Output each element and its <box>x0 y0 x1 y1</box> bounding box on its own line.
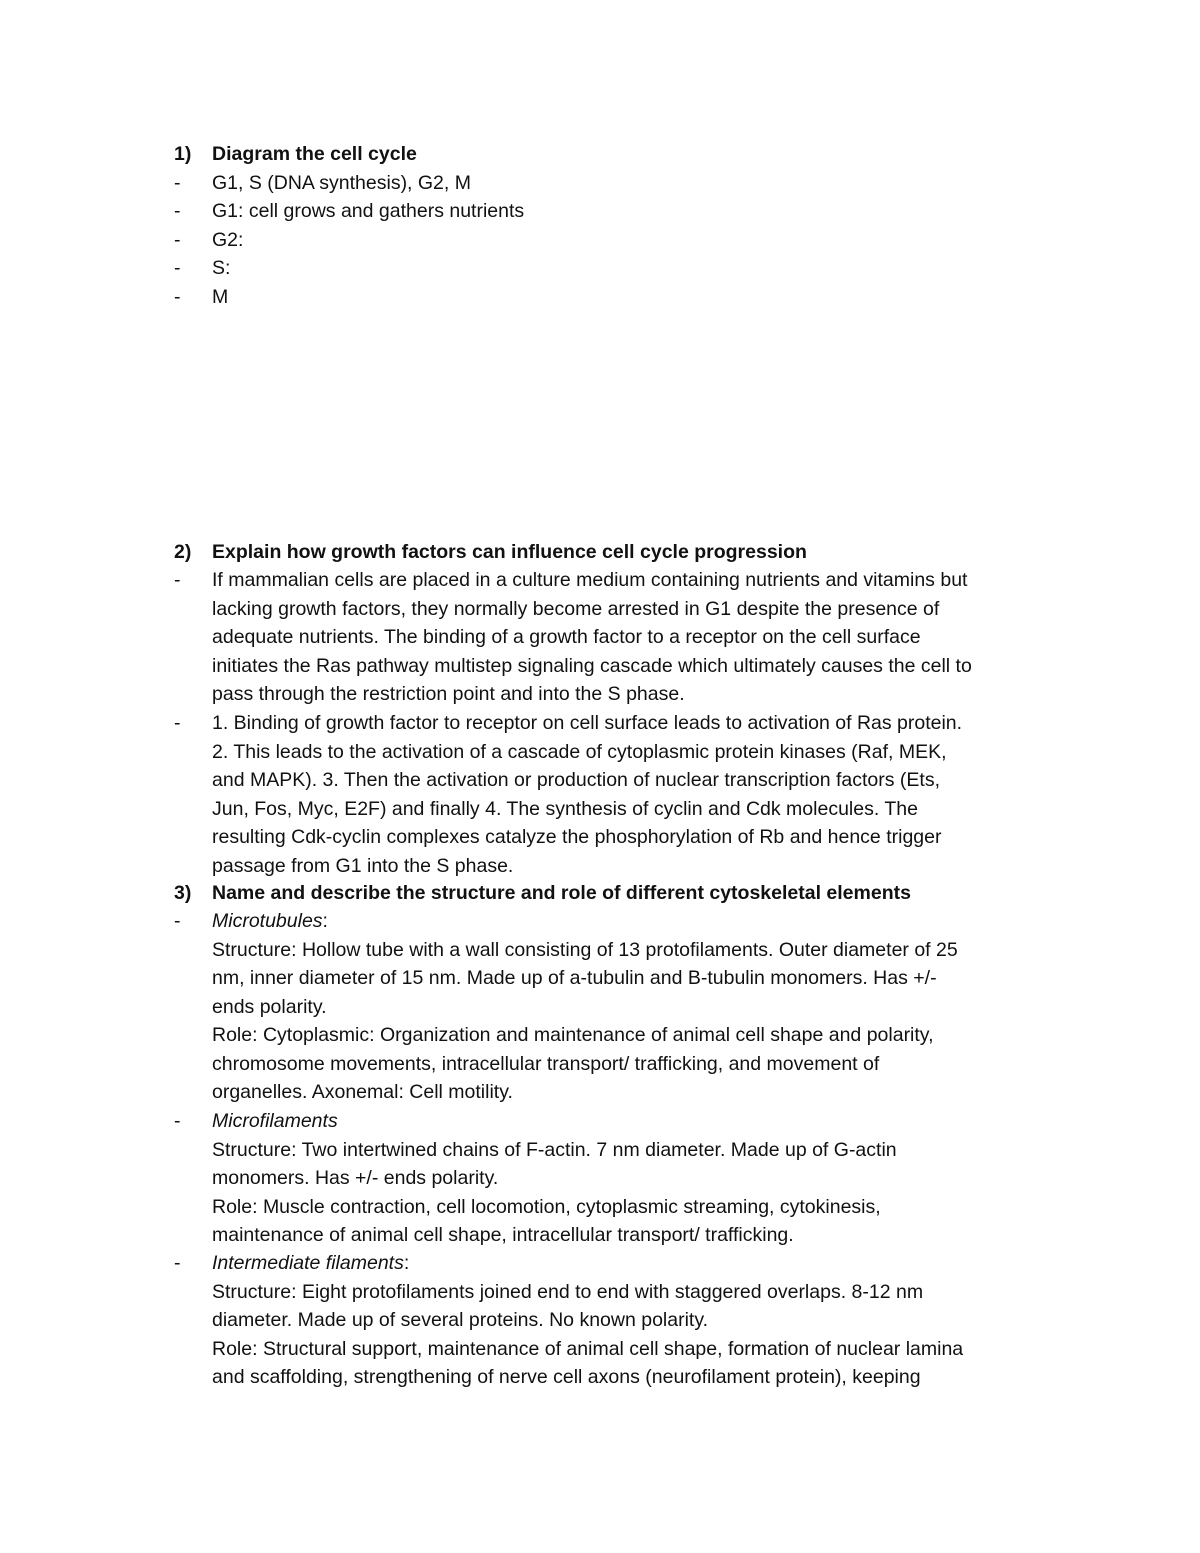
text-line: Role: Structural support, maintenance of animal cell shape, formation of nuclear lamina <box>212 1337 964 1360</box>
text-line: S: <box>212 257 231 279</box>
subheading-suffix: : <box>403 1252 410 1274</box>
bullet <box>174 283 1064 312</box>
text-line: If mammalian cells are placed in a culture medium containing nutrients and vitamins but <box>212 569 968 591</box>
text-line: G1: cell grows and gathers nutrients <box>212 200 525 222</box>
text-line: Structure: Two intertwined chains of F-actin. 7 nm diameter. Made up of G-actin <box>212 1138 897 1161</box>
bullet-dash: - <box>174 1252 181 1274</box>
text-line: pass through the restriction point and into the S phase. <box>212 683 685 705</box>
text-line: and MAPK). 3. Then the activation or production of nuclear transcription factors (Ets, <box>212 769 941 791</box>
text-line: maintenance of animal cell shape, intracellular transport/ trafficking. <box>212 1224 794 1246</box>
text-line: chromosome movements, intracellular transport/ trafficking, and movement of <box>212 1052 880 1075</box>
bullet <box>174 197 1064 226</box>
question-title: Explain how growth factors can influence cell cycle progression <box>212 541 807 563</box>
bullet <box>174 709 1064 880</box>
text-line: 2. This leads to the activation of a cascade of cytoplasmic protein kinases (Raf, MEK, <box>212 740 947 763</box>
bullet <box>174 226 1064 255</box>
bullet-dash: - <box>174 910 181 932</box>
question-number: 1) <box>174 143 192 165</box>
bullet <box>174 254 1064 283</box>
bullet <box>174 169 1064 198</box>
subheading-suffix: : <box>322 910 328 932</box>
bullet-dash: - <box>174 229 181 251</box>
text-line: organelles. Axonemal: Cell motility. <box>212 1081 513 1103</box>
bullet <box>174 1249 1064 1392</box>
subheading-text: Intermediate filaments <box>212 1252 404 1274</box>
text-line: Role: Muscle contraction, cell locomotion, cytoplasmic streaming, cytokinesis, <box>212 1195 881 1218</box>
subheading-text: Microfilaments <box>212 1110 338 1132</box>
bullet-dash: - <box>174 257 181 279</box>
bullet-dash: - <box>174 712 181 734</box>
question-1-heading <box>174 140 417 169</box>
bullet <box>174 566 1064 709</box>
text-line: monomers. Has +/- ends polarity. <box>212 1167 499 1189</box>
question-2-heading <box>174 538 807 567</box>
text-line: Structure: Hollow tube with a wall consisting of 13 protofilaments. Outer diameter of 25 <box>212 938 958 961</box>
question-3-heading <box>174 879 911 908</box>
text-line: diameter. Made up of several proteins. No known polarity. <box>212 1309 709 1331</box>
text-line: nm, inner diameter of 15 nm. Made up of a-tubulin and B-tubulin monomers. Has +/- <box>212 967 937 989</box>
bullet <box>174 907 1064 1107</box>
question-title: Diagram the cell cycle <box>212 143 417 165</box>
subheading <box>212 1107 1064 1136</box>
text-line: and scaffolding, strengthening of nerve cell axons (neurofilament protein), keeping <box>212 1366 921 1388</box>
question-number: 2) <box>174 541 192 563</box>
text-line: 1. Binding of growth factor to receptor on cell surface leads to activation of Ras protein. <box>212 712 963 734</box>
text-line: lacking growth factors, they normally become arrested in G1 despite the presence of <box>212 597 940 620</box>
bullet-dash: - <box>174 286 181 308</box>
text-line: adequate nutrients. The binding of a growth factor to a receptor on the cell surface <box>212 626 921 648</box>
text-line: Jun, Fos, Myc, E2F) and finally 4. The synthesis of cyclin and Cdk molecules. The <box>212 797 918 820</box>
text-line: Structure: Eight protofilaments joined end to end with staggered overlaps. 8-12 nm <box>212 1280 924 1303</box>
bullet-dash: - <box>174 569 181 591</box>
bullet-dash: - <box>174 200 181 222</box>
text-line: M <box>212 286 229 308</box>
text-line: G1, S (DNA synthesis), G2, M <box>212 172 471 194</box>
question-title: Name and describe the structure and role of different cytoskeletal elements <box>212 882 911 904</box>
question-number: 3) <box>174 882 192 904</box>
bullet <box>174 1107 1064 1250</box>
text-line: Role: Cytoplasmic: Organization and maintenance of animal cell shape and polarity, <box>212 1024 934 1046</box>
bullet-dash: - <box>174 1110 181 1132</box>
bullet-dash: - <box>174 172 181 194</box>
subheading <box>212 1249 1064 1278</box>
text-line: ends polarity. <box>212 995 327 1018</box>
text-line: initiates the Ras pathway multistep signaling cascade which ultimately causes the cell to <box>212 654 972 677</box>
subheading-text: Microtubules <box>212 910 323 932</box>
text-line: G2: <box>212 229 244 251</box>
text-line: resulting Cdk-cyclin complexes catalyze the phosphorylation of Rb and hence trigger <box>212 826 942 848</box>
subheading <box>212 907 1064 936</box>
text-line: passage from G1 into the S phase. <box>212 854 514 877</box>
